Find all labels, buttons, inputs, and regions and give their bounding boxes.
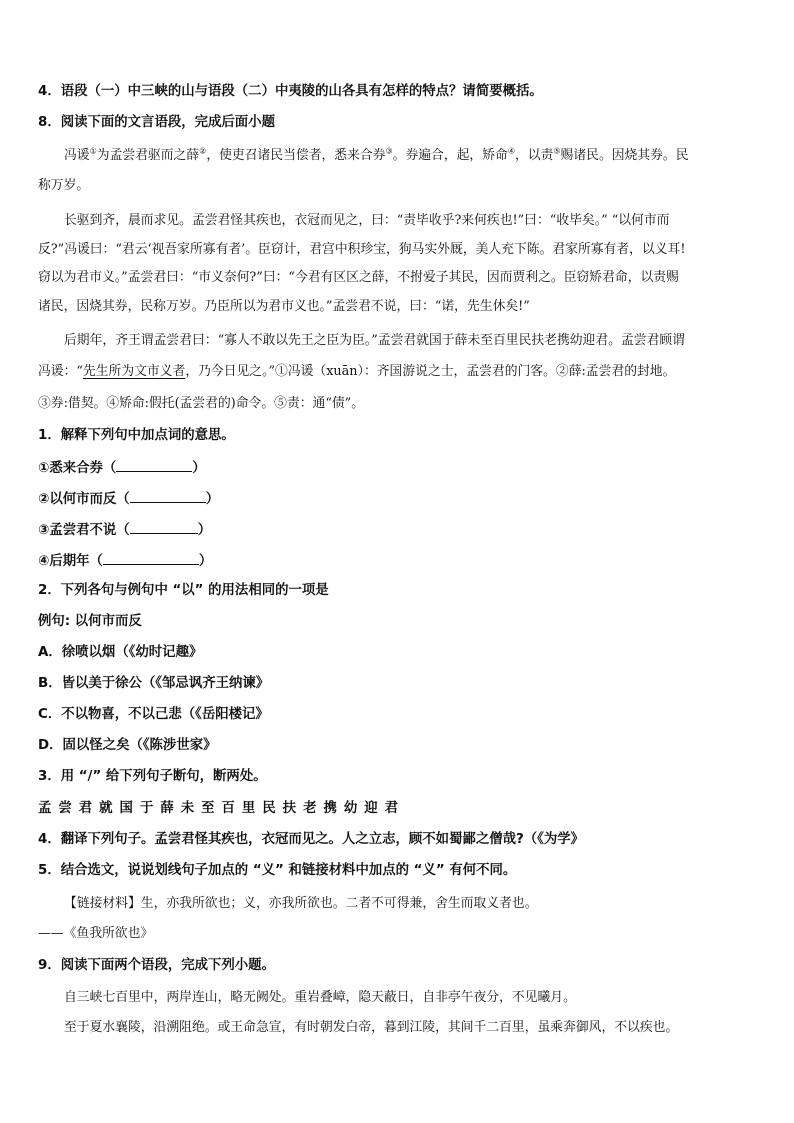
passage-p1-line2: 称万岁。 [38, 178, 90, 193]
item-text: ） [197, 523, 212, 538]
sub2-option-a: A．徐喷以烟（《幼时记趣》 [38, 645, 203, 660]
sub1-item1 [38, 457, 206, 479]
answer-blank[interactable] [130, 488, 206, 503]
passage-text: ，以责 [514, 148, 554, 163]
item-text: ①悉来合券（ [38, 461, 117, 476]
item-text: ③孟尝君不说（ [38, 523, 130, 538]
passage-p3-line2 [38, 362, 675, 382]
item-text: ） [198, 554, 213, 569]
footnote-mark: ④ [507, 146, 515, 156]
sub3-title: 3．用 “/” 给下列句子断句，断两处。 [38, 769, 267, 784]
footnote-mark: ③ [385, 146, 393, 156]
answer-blank[interactable] [130, 519, 198, 534]
sub5-title: 5．结合选文，说说划线句子加点的 “义” 和链接材料中加点的 “义” 有何不同。 [38, 863, 517, 878]
item-text: ④后期年（ [38, 554, 103, 569]
question-8-title: 8．阅读下面的文言语段，完成后面小题 [38, 115, 275, 130]
passage-text: 赐诸民。因烧其券。民 [560, 148, 689, 163]
answer-blank[interactable] [103, 550, 199, 565]
item-text: ） [192, 461, 206, 476]
passage-p2-line4: 诸民，因烧其券，民称万岁。乃臣所以为君市义也。”孟尝君不说，曰：“诺，先生休矣!” [38, 299, 530, 314]
passage-p3-line1: 后期年，齐王谓孟尝君曰：“寡人不敢以先王之臣为臣。”孟尝君就国于薛未至百里民扶老携幼迎君。孟尝君顾谓 [64, 333, 685, 348]
sub3-sentence: 孟尝君就国于薛未至百里民扶老携幼迎君 [38, 801, 406, 816]
question-4-text: 4．语段（一）中三峡的山与语段（二）中夷陵的山各具有怎样的特点？请简要概括。 [38, 84, 543, 99]
sub2-example: 例句: 以何市而反 [38, 614, 142, 629]
sub5-link-material: 【链接材料】生，亦我所欲也；义，亦我所欲也。二者不可得兼，舍生而取义者也。 [64, 896, 538, 911]
sub1-title: 1．解释下列句中加点词的意思。 [38, 428, 235, 443]
sub2-option-c: C．不以物喜，不以己悲（《岳阳楼记》 [38, 707, 269, 722]
sub1-item3 [38, 519, 211, 541]
passage-text: 冯谖 [64, 148, 90, 163]
passage-text: ，使吏召诸民当偿者，悉来合券 [206, 148, 386, 163]
footnote-mark: ① [89, 146, 97, 156]
sub2-title: 2．下列各句与例句中 “以” 的用法相同的一项是 [38, 583, 329, 598]
footnote-mark: ② [199, 146, 207, 156]
sub4-text: 4．翻译下列句子。孟尝君怪其疾也，衣冠而见之。人之立志，顾不如蜀鄙之僧哉?（《为学》 [38, 832, 585, 847]
passage-text: 冯谖：“ [38, 364, 83, 379]
sub1-item4 [38, 550, 212, 572]
passage-p2-line2: 反?”冯谖曰：“君云‘视吾家所寡有者’。臣窃计，君宫中积珍宝，狗马实外厩，美人充下陈。君家所寡有者，以义耳! [38, 242, 686, 257]
underlined-sentence: 先生所为文市义者 [82, 364, 186, 379]
sub2-option-b: B．皆以美于徐公（《邹忌讽齐王纳谏》 [38, 676, 270, 691]
q9-passage-line2: 至于夏水襄陵，沿溯阻绝。或王命急宣，有时朝发白帝，暮到江陵，其间千二百里，虽乘奔御风，不以疾也。 [64, 1020, 679, 1035]
sub2-option-d: D．固以怪之矣（《陈涉世家》 [38, 738, 217, 753]
item-text: ） [205, 492, 220, 507]
passage-text: 为孟尝君驱而之薛 [96, 148, 200, 163]
answer-blank[interactable] [116, 457, 192, 472]
q9-passage-line1: 自三峡七百里中，两岸连山，略无阙处。重岩叠嶂，隐天蔽日，自非亭午夜分，不见曦月。 [64, 990, 576, 1005]
footnote-mark: ⑤ [553, 146, 561, 156]
passage-p2-line1: 长驱到齐，晨而求见。孟尝君怪其疾也，衣冠而见之，曰：“责毕收乎?来何疾也!”曰：“收毕矣。” “以何市而 [64, 213, 670, 228]
sub5-source: ——《鱼我所欲也》 [38, 926, 154, 941]
passage-p1-line1 [64, 146, 689, 166]
passage-text: 。券遍合，起，矫命 [392, 148, 508, 163]
passage-p2-line3: 窃以为君市义。”孟尝君曰：“市义奈何?”曰：“今君有区区之薛，不拊爱子其民，因而贾利之。臣窃矫君命，以责赐 [38, 270, 679, 285]
item-text: ②以何市而反（ [38, 492, 130, 507]
question-9-title: 9．阅读下面两个语段，完成下列小题。 [38, 958, 275, 973]
passage-p3-line3: ③券:借契。④矫命:假托(孟尝君的)命令。⑤责：通“债”。 [38, 396, 365, 411]
passage-text: ，乃今日见之。”①冯谖（xuān）：齐国游说之士，孟尝君的门客。②薛:孟尝君的封地。 [185, 364, 676, 379]
sub1-item2 [38, 488, 219, 510]
